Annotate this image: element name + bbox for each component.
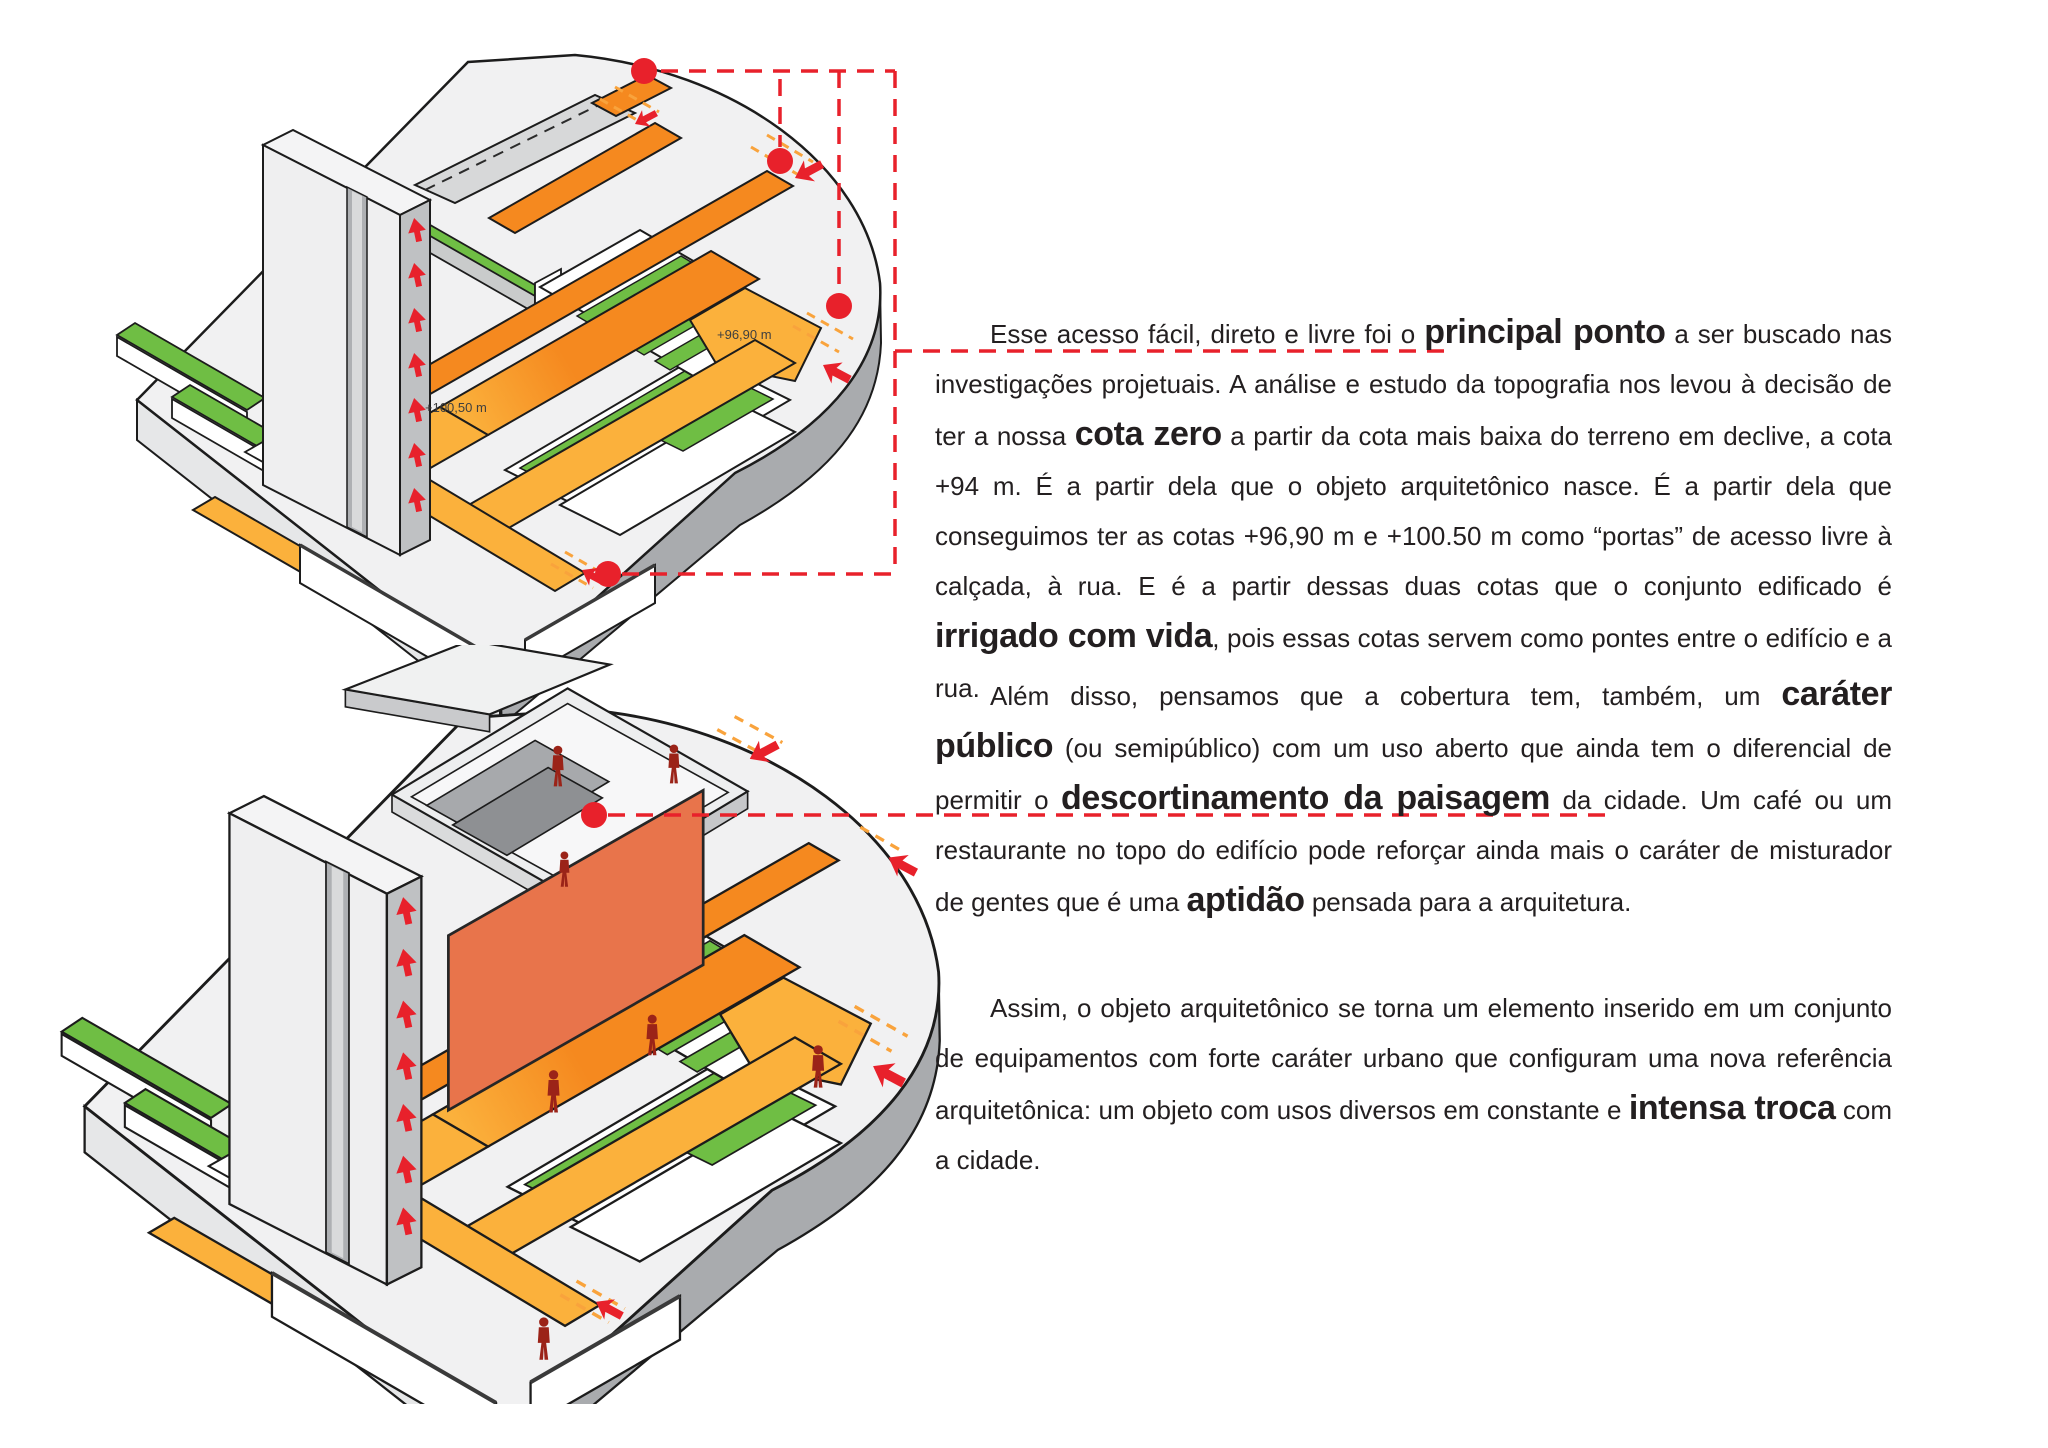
- body-text: , pois essas cotas servem como pontes entre o edifício e a rua.: [935, 623, 1893, 703]
- tower-slab: [263, 130, 430, 555]
- body-text: pensada para a arquitetura.: [1304, 887, 1632, 917]
- keyword-emphasis: intensa troca: [1628, 1089, 1836, 1127]
- keyword-emphasis: cota zero: [1074, 415, 1222, 453]
- body-text: com a cidade.: [935, 1095, 1893, 1175]
- body-text: Assim, o objeto arquitetônico se torna um elemento inserido em um conjunto de equipamentos com forte caráter urbano que configuram uma nova referência arquitetônica: um objeto com usos diversos em constante e: [935, 993, 1892, 1125]
- level-label-100-50: +100,50 m: [425, 400, 487, 415]
- body-text: Esse acesso fácil, direto e livre foi o: [990, 319, 1425, 349]
- body-text: Além disso, pensamos que a cobertura tem, também, um: [990, 681, 1782, 711]
- keyword-emphasis: aptidão: [1186, 881, 1305, 919]
- keyword-emphasis: caráter público: [935, 675, 1892, 765]
- paragraph-urban-exchange: [935, 983, 1892, 1185]
- keyword-emphasis: principal ponto: [1424, 313, 1666, 351]
- diagram-top-axonometric: [95, 25, 925, 725]
- paragraph-roof-public: [935, 669, 1892, 927]
- diagram-bottom-axonometric: [45, 645, 945, 1404]
- level-label-96-90: +96,90 m: [717, 327, 772, 342]
- body-text: a partir da cota mais baixa do terreno em declive, a cota +94 m. É a partir dela que o objeto arquitetônico nasce. É a partir dela que conseguimos ter as cotas +96,90 m e +100.50 m como “portas” de acesso livre à calçada, à rua. E é a partir dessas duas cotas que o conjunto edificado é: [935, 421, 1893, 601]
- body-text: da cidade. Um café ou um restaurante no topo do edifício pode reforçar ainda mais o caráter de misturador de gentes que é uma: [935, 785, 1893, 917]
- body-text: a ser buscado nas investigações projetuais. A análise e estudo da topografia nos levou à decisão de ter a nossa: [935, 319, 1892, 451]
- body-text: (ou semipúblico) com um uso aberto que ainda tem o diferencial de permitir o: [935, 733, 1892, 815]
- keyword-emphasis: irrigado com vida: [935, 617, 1213, 655]
- paragraph-access: [935, 307, 1892, 713]
- keyword-emphasis: descortinamento da paisagem: [1061, 779, 1551, 817]
- tower-slab: [229, 796, 421, 1284]
